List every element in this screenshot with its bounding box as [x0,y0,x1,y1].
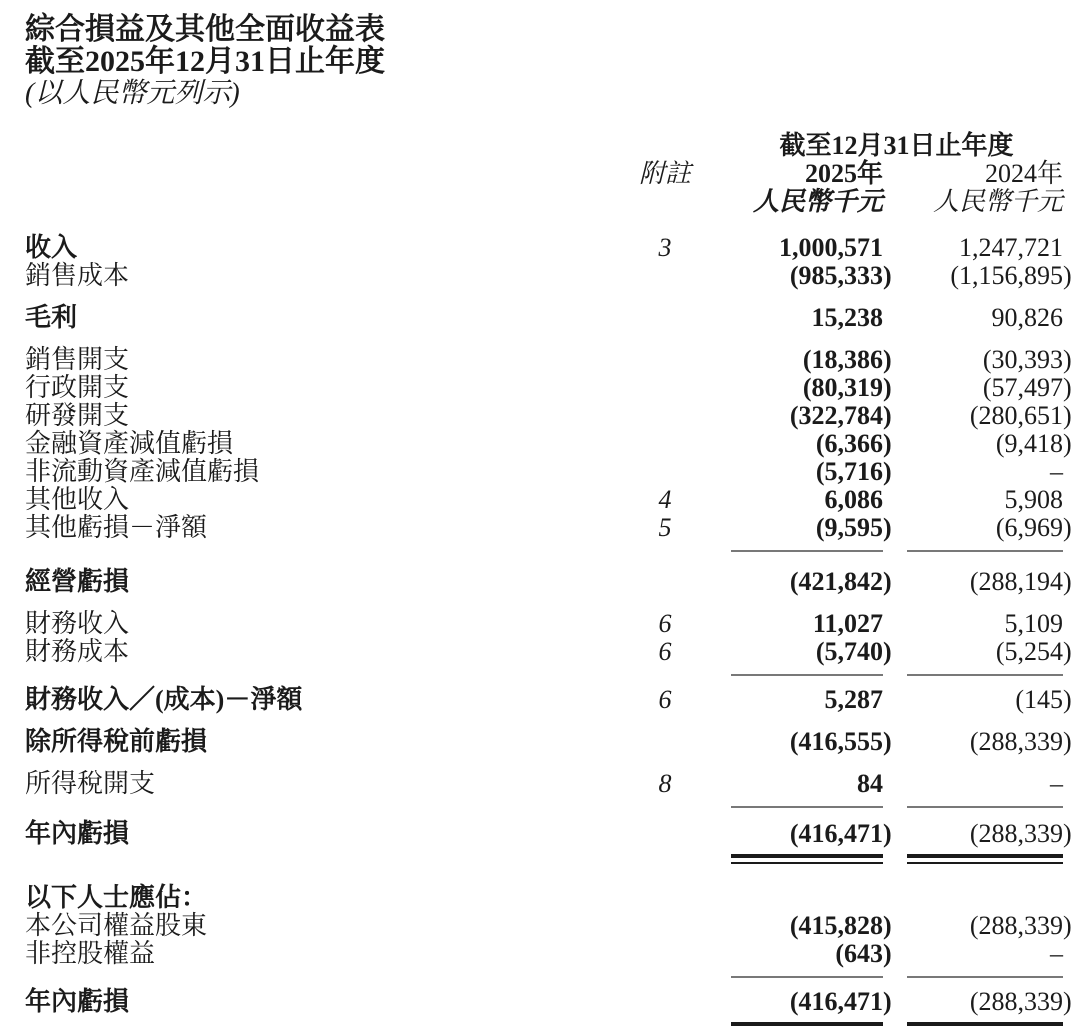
line-item-row [25,373,1072,402]
line-item-value-2024: (288,194) [969,567,1072,596]
line-item-row [25,637,1072,666]
line-item-note [630,905,700,906]
line-item-row [25,567,1072,596]
line-item-row [25,884,1063,912]
line-item-row [25,940,1063,968]
statement-table [25,131,1072,1029]
line-item-value-2025: 15,238 [811,303,883,332]
line-item-value-2025: (985,333) [789,261,892,290]
line-item-value-2025: (80,319) [802,373,892,402]
line-item-note: 4 [658,485,672,514]
line-item-value-2024: (9,418) [995,429,1072,458]
line-item-label: 經營虧損 [25,567,130,596]
single-rule-2024 [907,674,1063,676]
double-rule-row [25,854,1063,864]
line-item-note [630,451,700,452]
single-rule-2024 [907,976,1063,978]
line-item-value-2025: (5,716) [815,457,892,486]
line-item-label: 本公司權益股東 [25,911,208,940]
statement-period: 截至2025年12月31日止年度 [25,45,385,78]
line-item-label: 年內虧損 [25,819,130,848]
line-item-value-2024: (30,393) [982,345,1072,374]
line-item-value-2025: (416,555) [789,727,892,756]
statement-title: 綜合損益及其他全面收益表 [25,13,385,46]
line-item-label: 銷售開支 [25,345,130,374]
double-rule-2025 [731,854,883,864]
line-item-row [25,458,1063,486]
statement-body [25,233,1072,1029]
line-item-row [25,429,1072,458]
line-item-row [25,513,1072,542]
header-unit-2024: 人民幣千元 [932,187,1063,216]
line-item-label: 除所得稅前虧損 [25,727,208,756]
header-period-row [25,132,1063,160]
line-item-row [25,770,1063,798]
line-item-value-2025: (18,386) [802,345,892,374]
line-item-row [25,727,1072,756]
line-item-label: 其他收入 [25,485,130,514]
single-rule-2025 [731,550,883,552]
line-item-label: 行政開支 [25,373,130,402]
line-item-value-2025 [700,905,883,906]
double-rule-2024 [907,1022,1063,1029]
line-item-label: 以下人士應佔： [25,883,208,912]
line-item-note [630,479,700,480]
line-item-label: 研發開支 [25,401,130,430]
line-item-value-2025: 11,027 [812,609,883,638]
line-item-value-2024: (1,156,895) [950,261,1072,290]
line-item-note [630,325,700,326]
line-item-note [630,395,700,396]
line-item-row [25,234,1063,262]
double-rule-row [25,1022,1063,1029]
line-item-label: 財務收入／(成本)－淨額 [25,685,303,714]
single-rule-2024 [907,806,1063,808]
line-item-value-2025: 1,000,571 [779,233,883,262]
line-item-value-2024: (145) [1015,685,1072,714]
single-rule-row [25,674,1063,676]
double-rule-2024 [907,854,1063,864]
line-item-value-2025: (9,595) [815,513,892,542]
line-item-value-2025: 84 [857,769,883,798]
line-item-label: 所得稅開支 [25,769,156,798]
line-item-value-2024: (288,339) [969,987,1072,1016]
line-item-note [630,283,700,284]
line-item-value-2024: – [1050,457,1063,486]
line-item-note: 8 [658,769,672,798]
line-item-note [630,961,700,962]
line-item-value-2024: 5,109 [1004,609,1063,638]
line-item-value-2024: (280,651) [969,401,1072,430]
header-units-row [25,188,1063,216]
line-item-value-2025: (322,784) [789,401,892,430]
line-item-value-2024: 1,247,721 [959,233,1063,262]
line-item-value-2025: (6,366) [815,429,892,458]
line-item-note [630,367,700,368]
line-item-value-2024: (5,254) [995,637,1072,666]
statement-currency-note: (以人民幣元列示) [25,78,240,109]
header-years-row [25,160,1063,188]
line-item-label: 銷售成本 [25,261,130,290]
line-item-row [25,304,1063,332]
header-period: 截至12月31日止年度 [779,131,1014,160]
line-item-label: 非控股權益 [25,939,156,968]
line-item-note [630,933,700,934]
line-item-value-2024: (57,497) [982,373,1072,402]
line-item-value-2024: 5,908 [1004,485,1063,514]
line-item-row [25,987,1072,1016]
line-item-value-2025: 6,086 [824,485,883,514]
line-item-value-2025: 5,287 [824,685,883,714]
header-note-label: 附註 [638,159,691,188]
line-item-value-2024: (288,339) [969,911,1072,940]
double-rule-2025 [731,1022,883,1029]
line-item-value-2024 [883,905,1063,906]
line-item-note [630,423,700,424]
line-item-note: 5 [658,513,672,542]
line-item-note [630,589,700,590]
single-rule-row [25,976,1063,978]
line-item-row [25,685,1072,714]
single-rule-2025 [731,976,883,978]
line-item-row [25,345,1072,374]
single-rule-row [25,550,1063,552]
line-item-value-2024: (6,969) [995,513,1072,542]
line-item-value-2024: (288,339) [969,819,1072,848]
header-year-2024: 2024年 [984,159,1063,188]
single-rule-2025 [731,674,883,676]
header-year-2025: 2025年 [804,159,883,188]
line-item-row [25,401,1072,430]
statement-title-block [25,14,1080,110]
line-item-row [25,911,1072,940]
line-item-value-2025: (5,740) [815,637,892,666]
line-item-note: 3 [658,233,672,262]
single-rule-2025 [731,806,883,808]
line-item-value-2024: (288,339) [969,727,1072,756]
line-item-label: 財務成本 [25,637,130,666]
line-item-value-2025: (416,471) [789,987,892,1016]
single-rule-2024 [907,550,1063,552]
line-item-value-2025: (643) [835,939,892,968]
line-item-label: 非流動資產減值虧損 [25,457,260,486]
line-item-note: 6 [658,637,672,666]
line-item-row [25,610,1063,638]
line-item-note: 6 [658,609,672,638]
line-item-note [630,749,700,750]
line-item-label: 毛利 [25,303,78,332]
line-item-value-2024: – [1050,769,1063,798]
line-item-value-2025: (416,471) [789,819,892,848]
line-item-row [25,486,1063,514]
line-item-label: 財務收入 [25,609,130,638]
single-rule-row [25,806,1063,808]
line-item-label: 其他虧損－淨額 [25,513,208,542]
line-item-label: 年內虧損 [25,987,130,1016]
line-item-value-2024: – [1050,939,1063,968]
line-item-label: 收入 [25,233,78,262]
line-item-note [630,841,700,842]
line-item-value-2025: (415,828) [789,911,892,940]
line-item-value-2025: (421,842) [789,567,892,596]
line-item-row [25,261,1072,290]
line-item-note [630,1009,700,1010]
line-item-row [25,819,1072,848]
header-unit-2025: 人民幣千元 [752,187,883,216]
line-item-value-2024: 90,826 [991,303,1063,332]
line-item-note: 6 [658,685,672,714]
line-item-label: 金融資產減值虧損 [25,429,234,458]
